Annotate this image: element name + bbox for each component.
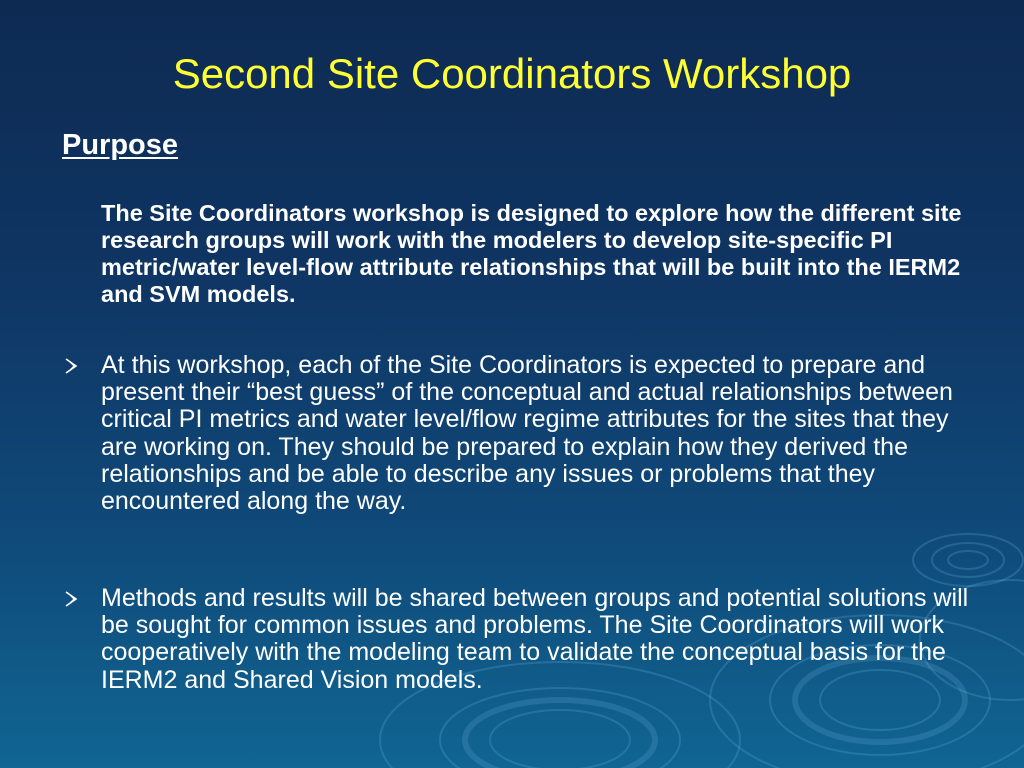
- section-heading-purpose: Purpose: [62, 129, 179, 161]
- chevron-right-icon: [62, 356, 82, 376]
- bullet-text: At this workshop, each of the Site Coordinators is expected to prepare and present their “best guess” of the conceptual and actual relationships between critical PI metrics and water level/flow regime attributes for the sites that they are working on. They should be prepared to explain how they derived the relationships and be able to describe any issues or problems that they encountered along the way.: [101, 351, 953, 516]
- purpose-paragraph: The Site Coordinators workshop is designed to explore how the different site research groups will work with the modelers to develop site-specific PI metric/water level-flow attribute relationships that will be built into the IERM2 and SVM models.: [101, 200, 962, 307]
- bullet-text: Methods and results will be shared between groups and potential solutions will be sought for common issues and problems. The Site Coordinators will work cooperatively with the modeling team to validate the conceptual basis for the IERM2 and Shared Vision models.: [101, 584, 969, 694]
- slide-title: Second Site Coordinators Workshop: [172, 50, 852, 97]
- chevron-right-icon: [62, 589, 82, 609]
